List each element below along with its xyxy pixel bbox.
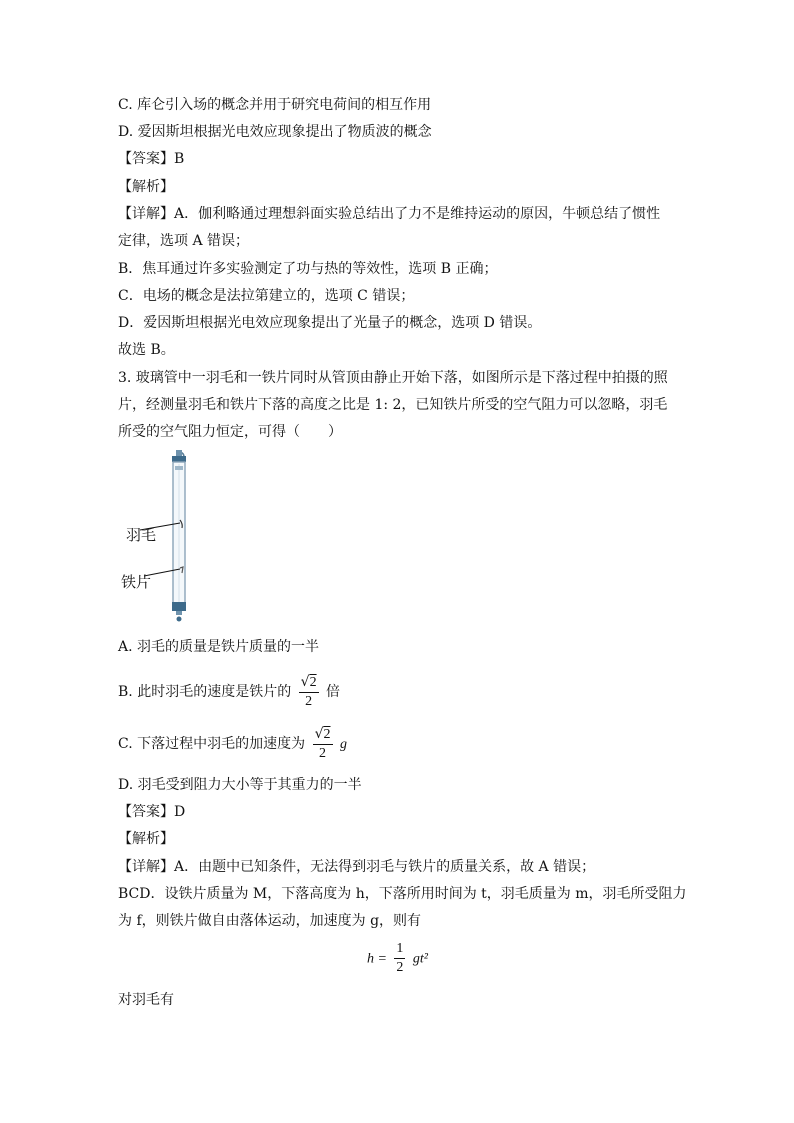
answer-value-2: D — [174, 804, 186, 820]
sqrt2-over-2-fraction: $\frac{√2}{2}$ — [314, 726, 331, 761]
option-c — [118, 725, 347, 763]
detail-text: A．伽利略通过理想斜面实验总结出了力不是维持运动的原因，牛顿总结了惯性 — [174, 206, 661, 222]
detail-line-5: D．爱因斯坦根据光电效应现象提出了光量子的概念，选项 D 错误。 — [118, 315, 542, 331]
detail-line-1 — [118, 204, 660, 224]
detail-a-line — [118, 857, 595, 877]
option-c-prefix: C. 下落过程中羽毛的加速度为 — [118, 736, 306, 752]
equation-rhs: gt² — [412, 951, 428, 967]
answer-line — [118, 149, 184, 169]
free-fall-equation — [367, 940, 428, 977]
bcd-line-1: BCD．设铁片质量为 M，下落高度为 h，下落所用时间为 t，羽毛质量为 m，羽毛所受阻力 — [118, 886, 687, 902]
fraction-numerator: 2 — [309, 675, 317, 690]
answer-tag-2: 【答案】 — [118, 804, 174, 820]
analysis-heading: 【解析】 — [118, 179, 174, 195]
one-half-numerator: 1 — [394, 940, 405, 959]
one-half-fraction — [394, 940, 405, 977]
fraction-denominator: 2 — [305, 694, 313, 709]
option-b-suffix: 倍 — [326, 684, 341, 700]
option-a: A. 羽毛的质量是铁片质量的一半 — [118, 639, 320, 655]
glass-tube-figure — [118, 450, 208, 630]
question-3-line-3: 所受的空气阻力恒定，可得（ ） — [118, 424, 342, 440]
iron-label: 铁片 — [121, 573, 152, 591]
bcd-line-2: 为 f，则铁片做自由落体运动，加速度为 g，则有 — [118, 913, 422, 929]
sqrt2-over-2-fraction: $\frac{√2}{2}$ — [300, 674, 317, 709]
detail-line-3: B．焦耳通过许多实验测定了功与热的等效性，选项 B 正确； — [118, 261, 498, 277]
fraction-numerator: 2 — [323, 727, 331, 742]
feather-equation-intro: 对羽毛有 — [118, 992, 174, 1008]
option-d: D. 羽毛受到阻力大小等于其重力的一半 — [118, 777, 362, 793]
detail-line-2: 定律，选项 A 错误； — [118, 233, 250, 249]
conclusion-line: 故选 B。 — [118, 342, 175, 358]
detail-tag-2: 【详解】 — [118, 859, 174, 875]
answer-line-2 — [118, 802, 185, 822]
option-d-prev: D. 爱因斯坦根据光电效应现象提出了物质波的概念 — [118, 124, 432, 140]
detail-line-4: C．电场的概念是法拉第建立的，选项 C 错误； — [118, 288, 415, 304]
option-c-prev: C. 库仑引入场的概念并用于研究电荷间的相互作用 — [118, 97, 432, 113]
detail-a-text: A．由题中已知条件，无法得到羽毛与铁片的质量关系，故 A 错误； — [174, 859, 596, 875]
gravity-symbol: g — [339, 737, 347, 752]
answer-value: B — [174, 151, 185, 167]
question-3-line-2: 片，经测量羽毛和铁片下落的高度之比是 1: 2，已知铁片所受的空气阻力可以忽略，羽毛 — [118, 397, 668, 413]
equation-lhs: h = — [367, 951, 387, 967]
question-3-line-1: 3. 玻璃管中一羽毛和一铁片同时从管顶由静止开始下落，如图所示是下落过程中拍摄的照 — [118, 370, 668, 386]
option-b-prefix: B. 此时羽毛的速度是铁片的 — [118, 684, 292, 700]
answer-tag: 【答案】 — [118, 151, 174, 167]
one-half-denominator: 2 — [396, 960, 404, 975]
analysis-heading-2: 【解析】 — [118, 831, 174, 847]
feather-label: 羽毛 — [126, 526, 157, 544]
detail-tag: 【详解】 — [118, 206, 174, 222]
option-b — [118, 673, 340, 711]
fraction-denominator: 2 — [319, 746, 327, 761]
